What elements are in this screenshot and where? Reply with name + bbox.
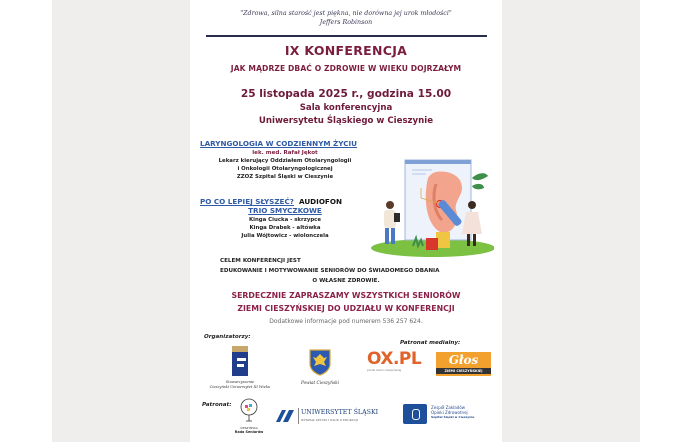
conference-subtitle: JAK MĄDRZE DBAĆ O ZDROWIE W WIEKU DOJRZAŁYM bbox=[230, 64, 462, 73]
ear-doctor-illustration bbox=[368, 148, 494, 258]
audiofon-sponsor: AUDIOFON bbox=[299, 197, 342, 206]
zzoz-line-3: Szpital Śląski w Cieszynie bbox=[431, 415, 475, 419]
organizers-label: Organizatorzy: bbox=[204, 334, 251, 340]
speaker-description bbox=[200, 157, 370, 181]
senior-council-line-1: CIESZYŃSKA bbox=[240, 426, 258, 430]
ox-pl-logo bbox=[367, 350, 431, 372]
invite-line-2: ZIEMI CIESZYŃSKIEJ DO UDZIAŁU W KONFERENCJI bbox=[237, 303, 455, 313]
invitation bbox=[190, 290, 502, 315]
utw-emblem-icon bbox=[230, 346, 250, 376]
trio-members bbox=[200, 216, 370, 240]
utw-logo bbox=[200, 346, 280, 390]
zzoz-emblem-icon bbox=[403, 404, 427, 424]
contact-info: Dodatkowe informacje pod numerem 536 257 624. bbox=[269, 318, 423, 325]
quote-author: Jeffers Robinson bbox=[319, 18, 373, 26]
ox-pl-text: OX.PL bbox=[367, 349, 422, 369]
conference-poster bbox=[190, 0, 502, 442]
utw-caption-1: Stowarzyszenie bbox=[225, 380, 255, 384]
conference-title: IX KONFERENCJA bbox=[284, 43, 408, 58]
trio-heading: TRIO SMYCZKOWE bbox=[248, 206, 322, 215]
invite-line-1: SERDECZNIE ZAPRASZAMY WSZYSTKICH SENIORÓW bbox=[231, 291, 461, 300]
hearing-heading: PO CO LEPIEJ SŁYSZEĆ? bbox=[200, 197, 294, 206]
trio-member: Kinga Drabek - altówka bbox=[249, 225, 321, 231]
quote-text: "Zdrowa, silna starość jest piękna, nie dorówna jej urok młodości" bbox=[240, 10, 452, 17]
venue-line-2: Uniwersytetu Śląskiego w Cieszynie bbox=[258, 116, 434, 126]
laryngology-heading: LARYNGOLOGIA W CODZIENNYM ŻYCIU bbox=[200, 139, 357, 148]
us-emblem-icon bbox=[276, 410, 294, 422]
speaker-desc-line: ZZOZ Szpital Śląski w Cieszynie bbox=[236, 174, 334, 180]
glos-text: Głos bbox=[448, 353, 479, 367]
speaker-desc-line: i Onkologii Otolaryngologicznej bbox=[237, 166, 333, 172]
header-divider bbox=[206, 35, 487, 37]
powiat-logo bbox=[290, 348, 350, 392]
tree-icon bbox=[237, 398, 261, 422]
zzoz-line-1: Zespół Zakładów bbox=[431, 405, 466, 410]
glos-sub: ZIEMI CIESZYŃSKIEJ bbox=[436, 368, 491, 374]
media-patronage-label: Patronat medialny: bbox=[400, 340, 461, 346]
venue-line-1: Sala konferencyjna bbox=[299, 103, 393, 113]
us-subtitle: WYDZIAŁ SZTUKI I NAUK O EDUKACJI bbox=[301, 418, 358, 422]
patronage-label: Patronat: bbox=[202, 402, 232, 408]
goal-line-1: CELEM KONFERENCJI JEST bbox=[220, 258, 301, 264]
goal-line-3: O WŁASNE ZDROWIE. bbox=[312, 278, 380, 284]
glos-logo bbox=[436, 352, 491, 376]
us-logo bbox=[276, 408, 396, 426]
quote bbox=[190, 10, 502, 27]
speaker-name: lek. med. Rafał Jękot bbox=[252, 150, 318, 156]
zzoz-text bbox=[431, 405, 474, 420]
us-title: UNIWERSYTET ŚLĄSKI bbox=[301, 409, 379, 416]
conference-date: 25 listopada 2025 r., godzina 15.00 bbox=[240, 88, 452, 100]
speaker-desc-line: Lekarz kierujący Oddziałem Otolaryngologii bbox=[218, 158, 352, 164]
senior-council-line-2: Rada Seniorów bbox=[234, 430, 264, 434]
trio-member: Kinga Ciucka - skrzypce bbox=[248, 217, 322, 223]
senior-council-logo bbox=[234, 398, 264, 434]
ox-pl-sub: portal ziemi cieszyńskiej bbox=[367, 368, 402, 372]
powiat-caption: Powiat Cieszyński bbox=[300, 380, 340, 385]
goal-line-2: EDUKOWANIE I MOTYWOWANIE SENIORÓW DO ŚWIADOMEGO DBANIA bbox=[220, 268, 440, 274]
eagle-crest-icon bbox=[308, 348, 332, 376]
trio-member: Julia Wójtowicz - wiolonczela bbox=[241, 233, 329, 239]
zzoz-line-2: Opieki Zdrowotnej bbox=[431, 410, 468, 415]
utw-caption-2: Cieszyński Uniwersytet III Wieku bbox=[209, 384, 271, 389]
